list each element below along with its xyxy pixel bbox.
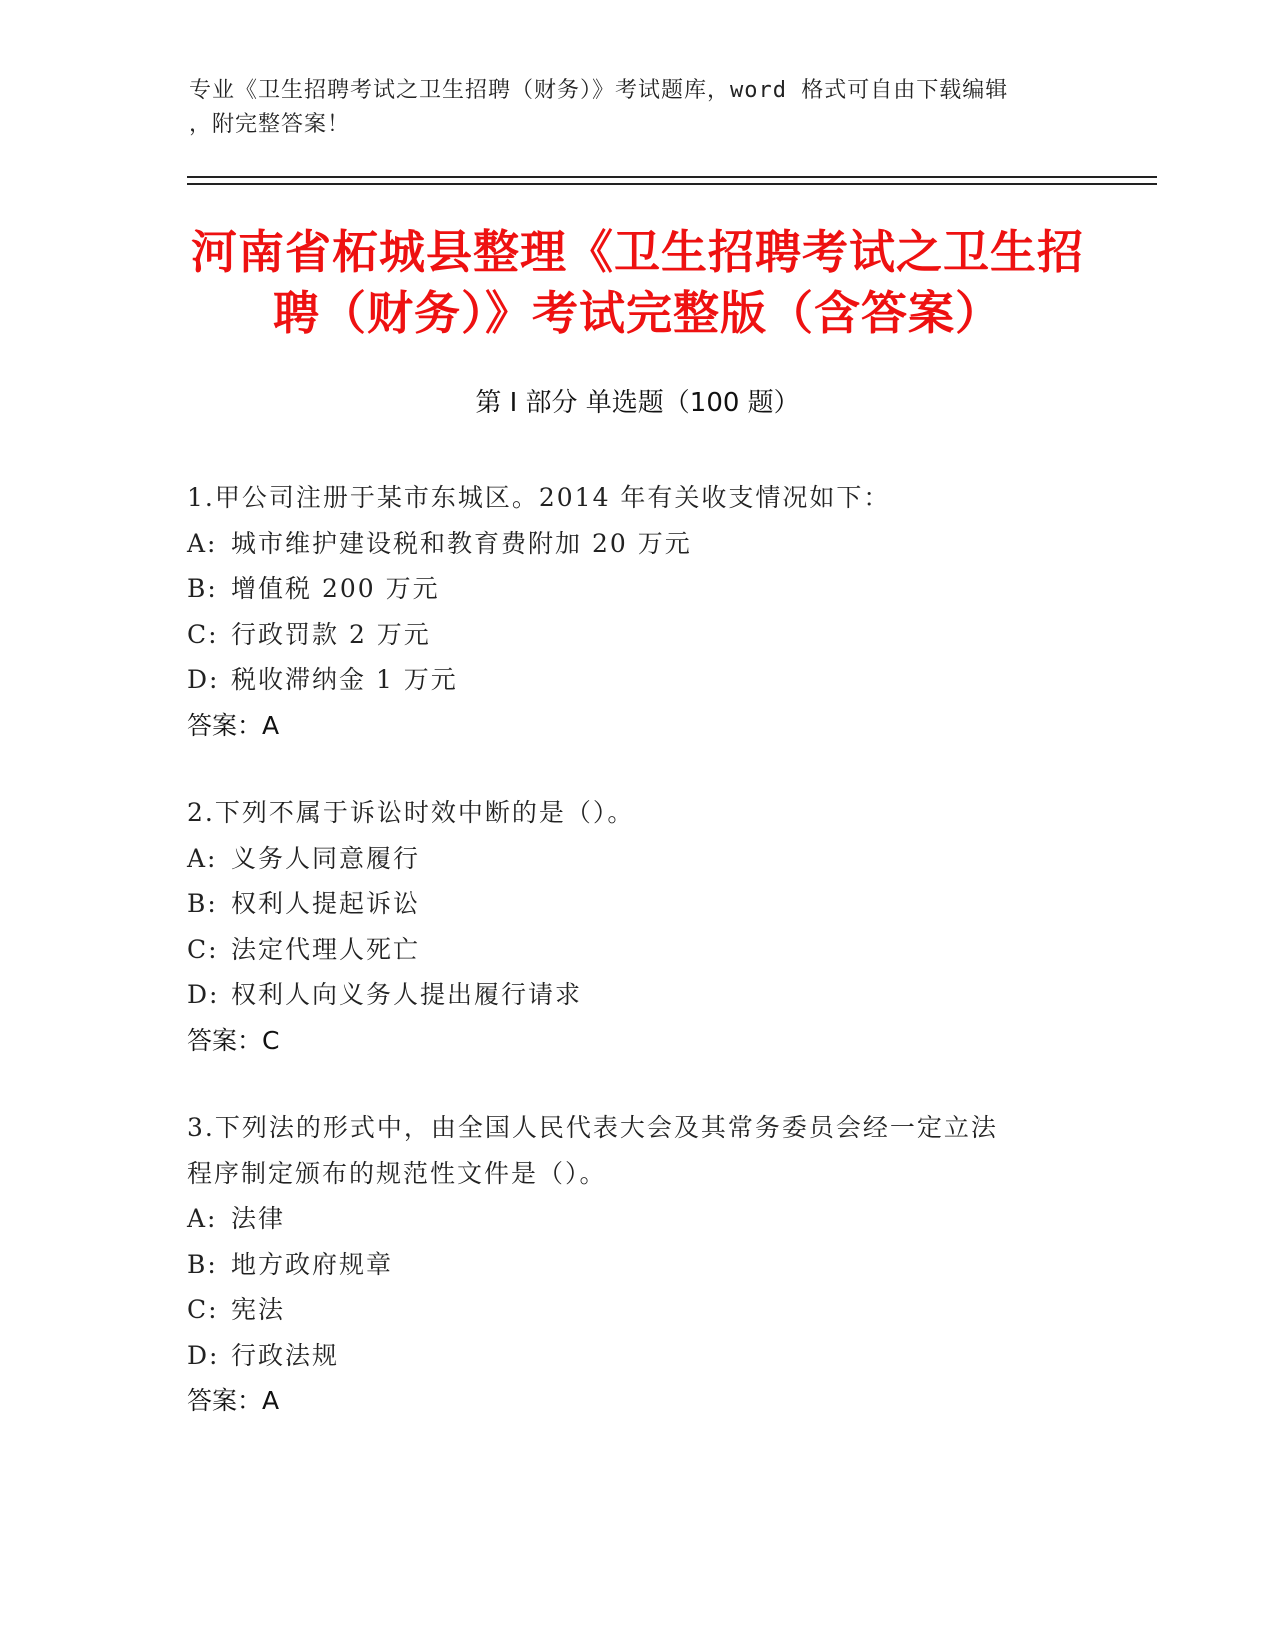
document-title-line-1: 河南省柘城县整理《卫生招聘考试之卫生招 <box>191 225 1084 279</box>
document-title-line-2: 聘（财务）》考试完整版（含答案） <box>273 286 1002 340</box>
option-b <box>187 566 1087 612</box>
option-letter: C: <box>187 1295 219 1324</box>
option-letter: A: <box>187 843 218 873</box>
option-letter: C: <box>187 934 219 964</box>
option-text: 行政法规 <box>231 1340 340 1370</box>
option-letter: B: <box>187 574 218 603</box>
question-stem: 1.甲公司注册于某市东城区。2014 年有关收支情况如下： <box>187 483 891 512</box>
question-stem-continued: 程序制定颁布的规范性文件是（）。 <box>187 1158 607 1188</box>
header-rule-top <box>187 176 1157 178</box>
option-letter: B: <box>187 1249 218 1279</box>
option-b <box>187 1242 1087 1288</box>
option-letter: A: <box>187 528 218 558</box>
header-note-line-2: ，附完整答案！ <box>189 112 351 137</box>
option-text: 义务人同意履行 <box>231 843 421 873</box>
option-a <box>187 521 1087 567</box>
option-letter: D: <box>187 980 220 1009</box>
option-text: 权利人提起诉讼 <box>231 889 421 918</box>
option-text: 地方政府规章 <box>231 1249 394 1279</box>
option-d <box>187 972 1087 1018</box>
header-note-line-1: 专业《卫生招聘考试之卫生招聘（财务）》考试题库，word 格式可自由下载编辑 <box>189 78 1009 103</box>
option-c <box>187 927 1087 973</box>
question-2 <box>187 790 1087 1063</box>
option-d <box>187 1333 1087 1379</box>
option-c <box>187 1287 1087 1333</box>
document-title <box>150 222 1125 344</box>
option-a <box>187 836 1087 882</box>
question-3 <box>187 1105 1087 1424</box>
option-text: 法定代理人死亡 <box>231 934 421 964</box>
option-letter: D: <box>187 1340 220 1370</box>
option-letter: D: <box>187 665 220 694</box>
option-text: 宪法 <box>231 1295 286 1324</box>
answer-line: 答案：C <box>187 1025 280 1055</box>
header-note <box>189 74 1069 142</box>
option-c <box>187 612 1087 658</box>
option-text: 权利人向义务人提出履行请求 <box>231 980 583 1009</box>
header-rule-bottom <box>187 183 1157 185</box>
option-letter: C: <box>187 619 219 649</box>
question-1 <box>187 475 1087 748</box>
answer-line: 答案：A <box>187 710 280 740</box>
option-letter: B: <box>187 889 218 918</box>
option-text: 增值税 200 万元 <box>231 574 440 603</box>
option-letter: A: <box>187 1204 218 1233</box>
option-text: 行政罚款 2 万元 <box>231 619 431 649</box>
question-stem: 2.下列不属于诉讼时效中断的是（）。 <box>187 798 635 827</box>
option-text: 税收滞纳金 1 万元 <box>231 665 458 694</box>
option-d <box>187 657 1087 703</box>
option-a <box>187 1196 1087 1242</box>
section-heading: 第 I 部分 单选题（100 题） <box>475 388 800 418</box>
option-text: 法律 <box>231 1204 286 1233</box>
option-text: 城市维护建设税和教育费附加 20 万元 <box>231 528 692 558</box>
option-b <box>187 881 1087 927</box>
question-stem: 3.下列法的形式中，由全国人民代表大会及其常务委员会经一定立法 <box>187 1113 998 1142</box>
answer-line: 答案：A <box>187 1386 280 1415</box>
